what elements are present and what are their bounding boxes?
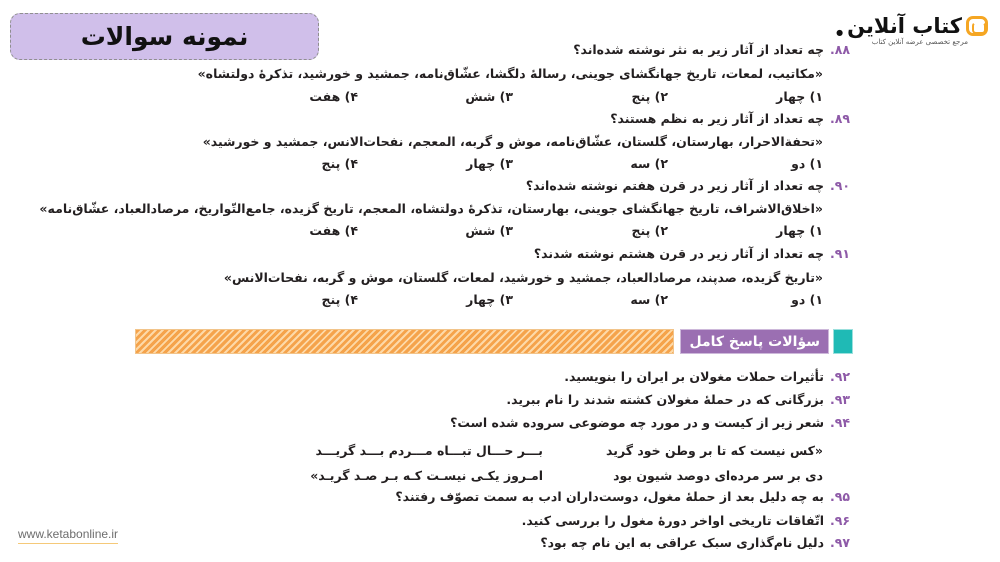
option-4: ۴) هفت: [309, 89, 358, 104]
section-stripes-decoration: [135, 329, 674, 354]
question-90: [526, 178, 850, 193]
question-quote: «تحفة‌الاحرار، بهارستان، گلستان، عشّاق‌نامه، موش و گربه، المعجم، نفحات‌الانس، جمشید و خورشید»: [202, 134, 823, 149]
question-91: [534, 246, 850, 261]
question-number: ۹۷.: [829, 535, 850, 550]
question-94: [450, 415, 850, 430]
poem-hemistich: بـــر حـــال تبـــاه مـــردم بـــد گریـــد: [315, 443, 543, 458]
question-number: ۹۴.: [829, 415, 850, 430]
question-quote: «اخلاق‌الاشراف، تاریخ جهانگشای جوینی، بهارستان، تذکرهٔ دولتشاه، المعجم، تاریخ گزیده، جامع‌التّواریخ، مرصادالعباد، عشّاق‌نامه»: [39, 201, 823, 216]
option-1: ۱) دو: [791, 292, 823, 307]
options-row: [203, 156, 823, 171]
question-number: ۹۰.: [829, 178, 850, 193]
question-text: تأثیرات حملات مغولان بر ایران را بنویسید.: [564, 369, 824, 384]
logo-text: کتاب آنلاین: [847, 14, 962, 38]
question-text: چه تعداد از آثار زیر در قرن هفتم نوشته شده‌اند؟: [525, 178, 824, 193]
question-text: چه تعداد از آثار زیر در قرن هشتم نوشته شدند؟: [533, 246, 824, 261]
option-4: ۴) پنج: [321, 292, 358, 307]
publisher-logo: کتاب آنلاین ● مرجع تخصصی عرضه آنلاین کتاب: [818, 15, 988, 57]
option-1: ۱) دو: [791, 156, 823, 171]
question-89: [610, 111, 850, 126]
question-number: ۹۳.: [829, 392, 850, 407]
question-text: شعر زیر از کیست و در مورد چه موضوعی سروده شده است؟: [450, 415, 824, 430]
section-header: [135, 329, 853, 354]
question-number: ۸۸.: [829, 42, 850, 57]
logo-tagline: مرجع تخصصی عرضه آنلاین کتاب: [871, 38, 968, 46]
question-number: ۹۱.: [829, 246, 850, 261]
option-1: ۱) چهار: [776, 223, 823, 238]
option-2: ۲) پنج: [631, 89, 668, 104]
option-3: ۳) چهار: [466, 156, 513, 171]
option-3: ۳) شش: [465, 89, 513, 104]
option-2: ۲) سه: [630, 292, 668, 307]
poem-hemistich: «کس نیست که تا بر وطن خود گرید: [606, 443, 823, 458]
poem-line-2: [310, 468, 823, 483]
website-link[interactable]: www.ketabonline.ir: [18, 527, 118, 544]
question-88: [573, 42, 850, 57]
page-title-badge: [10, 13, 319, 60]
question-text: چه تعداد از آثار زیر به نثر نوشته شده‌اند؟: [573, 42, 824, 57]
book-frame-icon: [966, 16, 988, 36]
question-number: ۸۹.: [829, 111, 850, 126]
question-number: ۹۶.: [829, 513, 850, 528]
poem-hemistich: امـروز یکـی نیسـت کـه بـر صـد گریـد»: [310, 468, 543, 483]
question-text: اتّفاقات تاریخی اواخر دورهٔ مغول را بررسی کنید.: [521, 513, 824, 528]
section-title: سؤالات پاسخ کامل: [680, 329, 829, 354]
option-2: ۲) پنج: [631, 223, 668, 238]
option-4: ۴) هفت: [309, 223, 358, 238]
poem-hemistich: دی بر سر مرده‌ای دوصد شیون بود: [613, 468, 823, 483]
question-text: دلیل نام‌گذاری سبک عراقی به این نام چه بود؟: [540, 535, 824, 550]
question-text: چه تعداد از آثار زیر به نظم هستند؟: [610, 111, 824, 126]
question-93: [506, 392, 850, 407]
question-92: [564, 369, 850, 384]
question-number: ۹۲.: [829, 369, 850, 384]
section-marker: [833, 329, 853, 354]
option-3: ۳) چهار: [466, 292, 513, 307]
options-row: [203, 223, 823, 238]
option-2: ۲) سه: [630, 156, 668, 171]
option-1: ۱) چهار: [776, 89, 823, 104]
question-text: به چه دلیل بعد از حملهٔ مغول، دوست‌داران ادب به سمت تصوّف رفتند؟: [395, 489, 824, 504]
question-97: [540, 535, 850, 550]
question-quote: «تاریخ گزیده، صدپند، مرصادالعباد، جمشید و خورشید، لمعات، گلستان، موش و گربه، نفحات‌الانس»: [223, 270, 823, 285]
question-number: ۹۵.: [829, 489, 850, 504]
option-4: ۴) پنج: [321, 156, 358, 171]
question-text: بزرگانی که در حملهٔ مغولان کشته شدند را نام ببرید.: [506, 392, 824, 407]
option-3: ۳) شش: [465, 223, 513, 238]
poem-line-1: [315, 443, 823, 458]
page-title: نمونه سوالات: [80, 22, 249, 51]
question-96: [522, 513, 850, 528]
question-95: [395, 489, 850, 504]
question-quote: «مکاتیب، لمعات، تاریخ جهانگشای جوینی، رسالهٔ دلگشا، عشّاق‌نامه، جمشید و خورشید، تذکرهٔ دولتشاه»: [197, 66, 823, 81]
options-row: [203, 89, 823, 104]
options-row: [203, 292, 823, 307]
